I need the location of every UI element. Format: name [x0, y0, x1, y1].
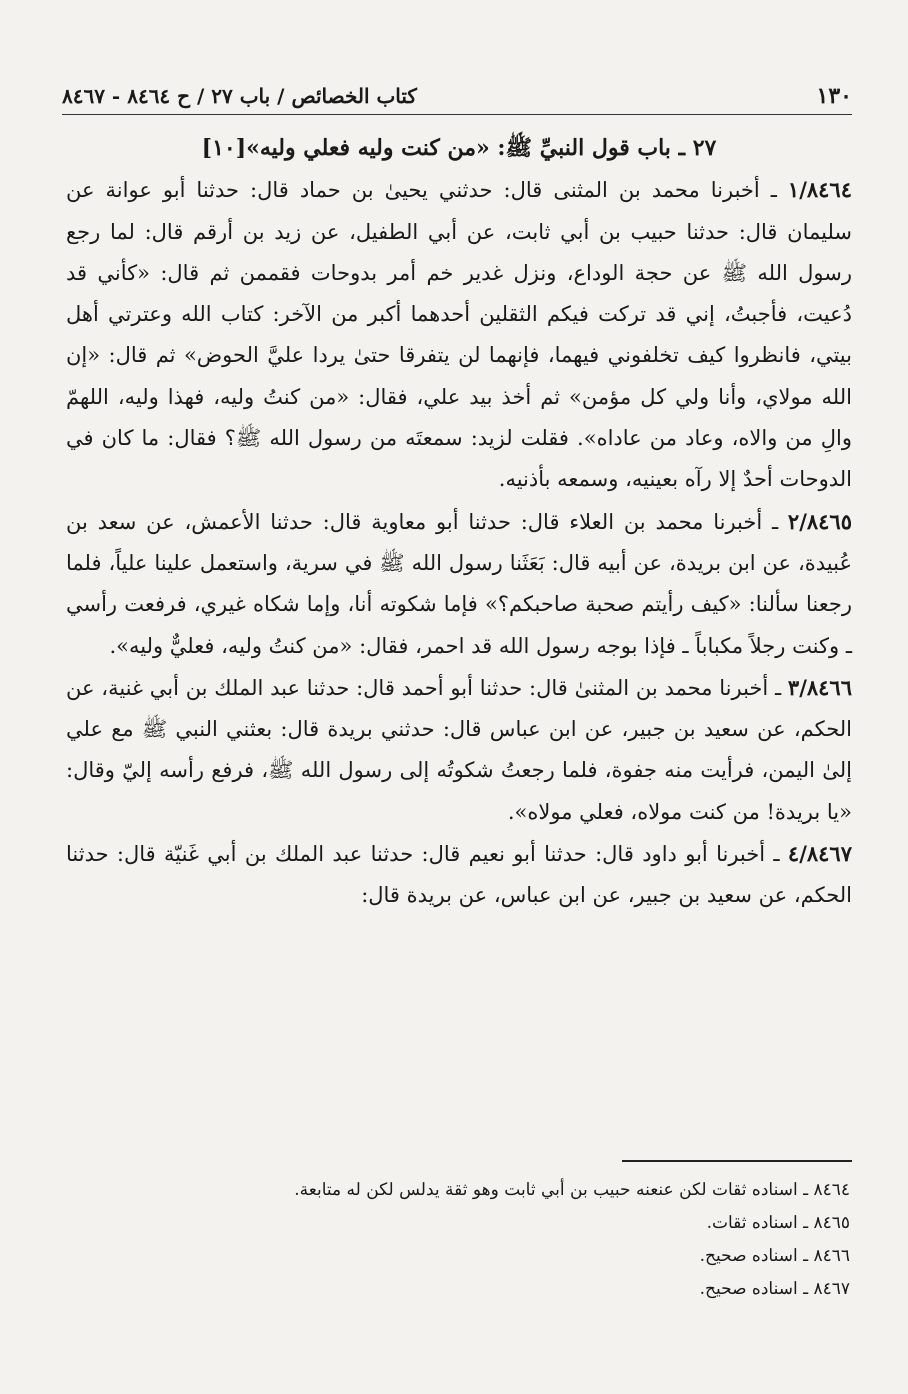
hadith-paragraph [66, 169, 852, 500]
hadith-number: ٣/٨٤٦٦ [787, 674, 852, 700]
hadith-number: ٢/٨٤٦٥ [787, 508, 852, 534]
footnote: ٨٤٦٦ ـ اسناده صحيح. [699, 1246, 850, 1266]
hadith-text: ـ أخبرنا محمد بن المثنىٰ قال: حدثنا أبو أحمد قال: حدثنا عبد الملك بن أبي غنية، عن الحكم، عن سعيد بن جبير، عن ابن عباس قال: حدثني بريدة قال: بعثني النبي ﷺ مع علي إلىٰ اليمن، فرأيت منه جفوة، فلما رجعتُ شكوتُه إلى رسول الله ﷺ، فرفع رأسه إليّ وقال: «يا بريدة! من كنت مولاه، فعلي مولاه». [66, 675, 852, 824]
footnote: ٨٤٦٥ ـ اسناده ثقات. [706, 1213, 850, 1233]
hadith-paragraph [66, 501, 852, 667]
hadith-text: ـ أخبرنا محمد بن المثنى قال: حدثني يحيىٰ بن حماد قال: حدثنا أبو عوانة عن سليمان قال: حدثنا حبيب بن أبي ثابت، عن أبي الطفيل، عن زيد بن أرقم قال: لما رجع رسول الله ﷺ عن حجة الوداع، ونزل غدير خم أمر بدوحات فقممن ثم قال: «كأني قد دُعيت، فأجبتُ، إني قد تركت فيكم الثقلين أحدهما أكبر من الآخر: كتاب الله وعترتي أهل بيتي، فانظروا كيف تخلفوني فيهما، فإنهما لن يتفرقا حتىٰ يردا عليَّ الحوض» ثم قال: «إن الله مولاي، وأنا ولي كل مؤمن» ثم أخذ بيد علي، فقال: «من كنتُ وليه، فهذا وليه، اللهمّ والِ من والاه، وعاد من عاداه». فقلت لزيد: سمعتَه من رسول الله ﷺ؟ فقال: ما كان في الدوحات أحدٌ إلا رآه بعينيه، وسمعه بأذنيه. [66, 178, 852, 492]
footnote-divider [622, 1160, 852, 1162]
hadith-paragraph [66, 667, 852, 833]
page-header [62, 78, 852, 115]
hadith-paragraph [66, 833, 852, 917]
page-number: ١٣٠ [816, 83, 852, 109]
hadith-text: ـ أخبرنا أبو داود قال: حدثنا أبو نعيم قال: حدثنا عبد الملك بن أبي غَنيّة قال: حدثنا الحكم، عن سعيد بن جبير، عن ابن عباس، عن بريدة قال: [66, 842, 852, 908]
running-title: كتاب الخصائص / باب ٢٧ / ح ٨٤٦٤ - ٨٤٦٧ [62, 84, 417, 108]
footnotes [70, 1174, 850, 1306]
chapter-title: ٢٧ ـ باب قول النبيِّ ﷺ: «من كنت وليه فعلي وليه»[١٠] [201, 135, 717, 161]
hadith-number: ١/٨٤٦٤ [787, 177, 852, 203]
hadith-text: ـ أخبرنا محمد بن العلاء قال: حدثنا أبو معاوية قال: حدثنا الأعمش، عن سعد بن عُبيدة، عن ابن بريدة، عن أبيه قال: بَعَثَنا رسول الله ﷺ في سرية، واستعمل علينا علياً، فلما رجعنا سألنا: «كيف رأيتم صحبة صاحبكم؟» فإما شكوته أنا، وإما شكاه غيري، فرفعت رأسي ـ وكنت رجلاً مكباباً ـ فإذا بوجه رسول الله قد احمر، فقال: «من كنتُ وليه، فعليٌّ وليه». [66, 509, 852, 658]
footnote: ٨٤٦٧ ـ اسناده صحيح. [699, 1279, 850, 1299]
hadith-number: ٤/٨٤٦٧ [787, 841, 852, 867]
main-text [66, 128, 852, 917]
footnote: ٨٤٦٤ ـ اسناده ثقات لكن عنعنه حبيب بن أبي ثابت وهو ثقة يدلس لكن له متابعة. [294, 1180, 850, 1200]
